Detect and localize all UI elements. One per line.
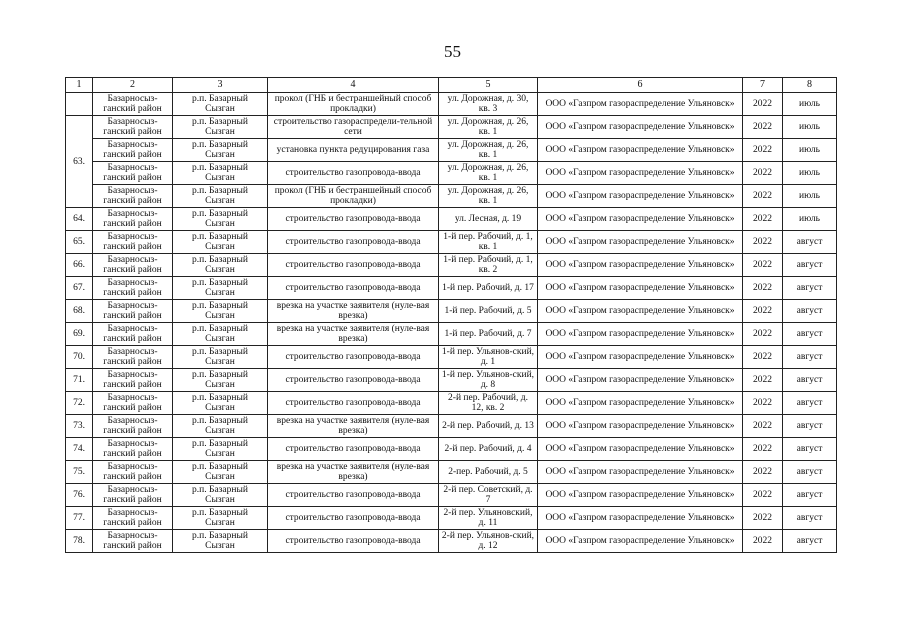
address-cell: 2-й пер. Рабочий, д. 12, кв. 2 [439,392,538,415]
month-cell: август [783,461,837,484]
row-number: 65. [66,231,93,254]
work-cell: врезка на участке заявителя (нуле-вая врезка) [268,323,439,346]
address-cell: 1-й пер. Рабочий, д. 7 [439,323,538,346]
settlement-line: р.п. Базарный [192,94,248,104]
settlement-line: Сызган [205,196,235,206]
district-cell: Базарносыз-ганский район [93,392,173,415]
district-cell: Базарносыз-ганский район [93,116,173,139]
table-row [66,116,837,139]
year-cell: 2022 [743,162,783,185]
table-row [66,185,837,208]
organization-cell: ООО «Газпром газораспределение Ульяновск» [538,484,743,507]
address-cell: 2-й пер. Советский, д. 7 [439,484,538,507]
address-cell: ул. Дорожная, д. 26, кв. 1 [439,139,538,162]
settlement-line: р.п. Базарный [192,163,248,173]
work-cell: прокол (ГНБ и бестраншейный способ прокладки) [268,93,439,116]
organization-cell: ООО «Газпром газораспределение Ульяновск» [538,507,743,530]
year-cell: 2022 [743,346,783,369]
district-cell: Базарносыз-ганский район [93,369,173,392]
settlement-cell [173,484,268,507]
organization-cell: ООО «Газпром газораспределение Ульяновск» [538,530,743,553]
address-cell: 2-й пер. Рабочий, д. 13 [439,415,538,438]
column-header: 1 [66,78,93,93]
row-number: 63. [66,116,93,208]
table-body [66,93,837,553]
table-row [66,484,837,507]
district-cell: Базарносыз-ганский район [93,277,173,300]
year-cell: 2022 [743,392,783,415]
organization-cell: ООО «Газпром газораспределение Ульяновск» [538,346,743,369]
year-cell: 2022 [743,300,783,323]
district-cell: Базарносыз-ганский район [93,162,173,185]
settlement-line: Сызган [205,173,235,183]
month-cell: июль [783,93,837,116]
schedule-table [65,77,837,553]
table-row [66,438,837,461]
table-row [66,415,837,438]
settlement-cell [173,93,268,116]
district-cell: Базарносыз-ганский район [93,254,173,277]
month-cell: август [783,415,837,438]
settlement-cell [173,139,268,162]
month-cell: август [783,231,837,254]
settlement-line: р.п. Базарный [192,347,248,357]
address-cell: 2-пер. Рабочий, д. 5 [439,461,538,484]
year-cell: 2022 [743,139,783,162]
settlement-cell [173,208,268,231]
year-cell: 2022 [743,185,783,208]
district-cell: Базарносыз-ганский район [93,185,173,208]
table-row [66,461,837,484]
table-row [66,369,837,392]
district-cell: Базарносыз-ганский район [93,139,173,162]
work-cell: строительство газопровода-ввода [268,277,439,300]
district-cell: Базарносыз-ганский район [93,484,173,507]
column-header: 5 [439,78,538,93]
header-row [66,78,837,93]
organization-cell: ООО «Газпром газораспределение Ульяновск» [538,300,743,323]
table-row [66,277,837,300]
year-cell: 2022 [743,369,783,392]
address-cell: ул. Дорожная, д. 26, кв. 1 [439,116,538,139]
work-cell: строительство газопровода-ввода [268,346,439,369]
work-cell: врезка на участке заявителя (нуле-вая врезка) [268,300,439,323]
table-row [66,162,837,185]
organization-cell: ООО «Газпром газораспределение Ульяновск» [538,415,743,438]
organization-cell: ООО «Газпром газораспределение Ульяновск» [538,162,743,185]
district-cell: Базарносыз-ганский район [93,300,173,323]
settlement-cell [173,530,268,553]
table-row [66,323,837,346]
year-cell: 2022 [743,507,783,530]
settlement-line: р.п. Базарный [192,301,248,311]
work-cell: строительство газораспредели-тельной сети [268,116,439,139]
month-cell: август [783,323,837,346]
work-cell: строительство газопровода-ввода [268,507,439,530]
settlement-line: р.п. Базарный [192,324,248,334]
column-header: 6 [538,78,743,93]
work-cell: установка пункта редуцирования газа [268,139,439,162]
page-number: 55 [444,42,461,61]
settlement-line: Сызган [205,541,235,551]
settlement-line: р.п. Базарный [192,485,248,495]
address-cell: 2-й пер. Ульяновский, д. 11 [439,507,538,530]
year-cell: 2022 [743,484,783,507]
table-row [66,507,837,530]
month-cell: август [783,254,837,277]
organization-cell: ООО «Газпром газораспределение Ульяновск» [538,116,743,139]
organization-cell: ООО «Газпром газораспределение Ульяновск» [538,254,743,277]
district-cell: Базарносыз-ганский район [93,461,173,484]
settlement-line: Сызган [205,449,235,459]
month-cell: август [783,438,837,461]
organization-cell: ООО «Газпром газораспределение Ульяновск» [538,438,743,461]
year-cell: 2022 [743,323,783,346]
month-cell: июль [783,116,837,139]
organization-cell: ООО «Газпром газораспределение Ульяновск» [538,277,743,300]
organization-cell: ООО «Газпром газораспределение Ульяновск» [538,461,743,484]
settlement-line: р.п. Базарный [192,439,248,449]
work-cell: строительство газопровода-ввода [268,254,439,277]
row-number: 67. [66,277,93,300]
work-cell: строительство газопровода-ввода [268,231,439,254]
row-number: 72. [66,392,93,415]
district-cell: Базарносыз-ганский район [93,415,173,438]
address-cell: 1-й пер. Рабочий, д. 5 [439,300,538,323]
settlement-line: р.п. Базарный [192,416,248,426]
table-row [66,254,837,277]
organization-cell: ООО «Газпром газораспределение Ульяновск» [538,231,743,254]
row-number: 76. [66,484,93,507]
settlement-line: Сызган [205,357,235,367]
settlement-cell [173,116,268,139]
year-cell: 2022 [743,277,783,300]
month-cell: август [783,369,837,392]
settlement-line: р.п. Базарный [192,531,248,541]
settlement-line: р.п. Базарный [192,186,248,196]
settlement-line: р.п. Базарный [192,508,248,518]
district-cell: Базарносыз-ганский район [93,530,173,553]
settlement-line: Сызган [205,150,235,160]
settlement-line: р.п. Базарный [192,255,248,265]
settlement-line: Сызган [205,311,235,321]
settlement-line: Сызган [205,334,235,344]
settlement-line: Сызган [205,380,235,390]
year-cell: 2022 [743,254,783,277]
work-cell: прокол (ГНБ и бестраншейный способ прокладки) [268,185,439,208]
year-cell: 2022 [743,461,783,484]
month-cell: август [783,346,837,369]
settlement-cell [173,415,268,438]
work-cell: врезка на участке заявителя (нуле-вая врезка) [268,461,439,484]
month-cell: июль [783,162,837,185]
column-header: 7 [743,78,783,93]
settlement-cell [173,369,268,392]
settlement-line: Сызган [205,104,235,114]
address-cell: ул. Дорожная, д. 30, кв. 3 [439,93,538,116]
settlement-line: Сызган [205,426,235,436]
row-number: 68. [66,300,93,323]
work-cell: строительство газопровода-ввода [268,438,439,461]
work-cell: строительство газопровода-ввода [268,162,439,185]
settlement-line: р.п. Базарный [192,232,248,242]
row-number: 78. [66,530,93,553]
column-header: 8 [783,78,837,93]
work-cell: врезка на участке заявителя (нуле-вая врезка) [268,415,439,438]
organization-cell: ООО «Газпром газораспределение Ульяновск» [538,369,743,392]
district-cell: Базарносыз-ганский район [93,507,173,530]
table-row [66,93,837,116]
month-cell: август [783,277,837,300]
work-cell: строительство газопровода-ввода [268,392,439,415]
column-header: 3 [173,78,268,93]
settlement-cell [173,392,268,415]
month-cell: июль [783,208,837,231]
year-cell: 2022 [743,208,783,231]
settlement-cell [173,461,268,484]
work-cell: строительство газопровода-ввода [268,484,439,507]
settlement-line: р.п. Базарный [192,462,248,472]
table-row [66,300,837,323]
district-cell: Базарносыз-ганский район [93,93,173,116]
settlement-line: р.п. Базарный [192,278,248,288]
settlement-cell [173,438,268,461]
settlement-line: Сызган [205,265,235,275]
district-cell: Базарносыз-ганский район [93,438,173,461]
address-cell: ул. Дорожная, д. 26, кв. 1 [439,162,538,185]
settlement-cell [173,300,268,323]
column-header: 4 [268,78,439,93]
settlement-line: р.п. Базарный [192,370,248,380]
year-cell: 2022 [743,231,783,254]
settlement-line: Сызган [205,518,235,528]
work-cell: строительство газопровода-ввода [268,208,439,231]
year-cell: 2022 [743,93,783,116]
settlement-line: Сызган [205,288,235,298]
row-number: 69. [66,323,93,346]
row-number: 70. [66,346,93,369]
table-row [66,139,837,162]
row-number: 66. [66,254,93,277]
year-cell: 2022 [743,116,783,139]
row-number: 71. [66,369,93,392]
month-cell: август [783,484,837,507]
month-cell: июль [783,185,837,208]
address-cell: 1-й пер. Рабочий, д. 1, кв. 2 [439,254,538,277]
organization-cell: ООО «Газпром газораспределение Ульяновск» [538,93,743,116]
table-row [66,231,837,254]
table-row [66,208,837,231]
month-cell: август [783,507,837,530]
settlement-line: Сызган [205,219,235,229]
row-number: 77. [66,507,93,530]
organization-cell: ООО «Газпром газораспределение Ульяновск» [538,392,743,415]
organization-cell: ООО «Газпром газораспределение Ульяновск» [538,185,743,208]
row-number: 74. [66,438,93,461]
address-cell: 1-й пер. Рабочий, д. 1, кв. 1 [439,231,538,254]
month-cell: июль [783,139,837,162]
organization-cell: ООО «Газпром газораспределение Ульяновск» [538,323,743,346]
table-row [66,392,837,415]
row-number: 73. [66,415,93,438]
settlement-cell [173,346,268,369]
settlement-cell [173,254,268,277]
table-row [66,530,837,553]
settlement-cell [173,185,268,208]
settlement-line: Сызган [205,495,235,505]
year-cell: 2022 [743,438,783,461]
district-cell: Базарносыз-ганский район [93,323,173,346]
settlement-line: Сызган [205,242,235,252]
settlement-line: р.п. Базарный [192,393,248,403]
work-cell: строительство газопровода-ввода [268,530,439,553]
month-cell: август [783,392,837,415]
month-cell: август [783,530,837,553]
year-cell: 2022 [743,530,783,553]
address-cell: ул. Дорожная, д. 26, кв. 1 [439,185,538,208]
settlement-cell [173,162,268,185]
district-cell: Базарносыз-ганский район [93,346,173,369]
organization-cell: ООО «Газпром газораспределение Ульяновск» [538,139,743,162]
address-cell: 1-й пер. Рабочий, д. 17 [439,277,538,300]
settlement-cell [173,231,268,254]
settlement-line: р.п. Базарный [192,209,248,219]
district-cell: Базарносыз-ганский район [93,208,173,231]
address-cell: 2-й пер. Ульянов-ский, д. 12 [439,530,538,553]
address-cell: ул. Лесная, д. 19 [439,208,538,231]
address-cell: 1-й пер. Ульянов-ский, д. 1 [439,346,538,369]
settlement-line: Сызган [205,472,235,482]
settlement-cell [173,507,268,530]
settlement-line: р.п. Базарный [192,117,248,127]
address-cell: 2-й пер. Рабочий, д. 4 [439,438,538,461]
settlement-line: р.п. Базарный [192,140,248,150]
row-number: 75. [66,461,93,484]
settlement-line: Сызган [205,403,235,413]
row-number [66,93,93,116]
organization-cell: ООО «Газпром газораспределение Ульяновск» [538,208,743,231]
month-cell: август [783,300,837,323]
work-cell: строительство газопровода-ввода [268,369,439,392]
row-number: 64. [66,208,93,231]
district-cell: Базарносыз-ганский район [93,231,173,254]
settlement-cell [173,323,268,346]
table-row [66,346,837,369]
column-header: 2 [93,78,173,93]
settlement-cell [173,277,268,300]
address-cell: 1-й пер. Ульянов-ский, д. 8 [439,369,538,392]
year-cell: 2022 [743,415,783,438]
settlement-line: Сызган [205,127,235,137]
